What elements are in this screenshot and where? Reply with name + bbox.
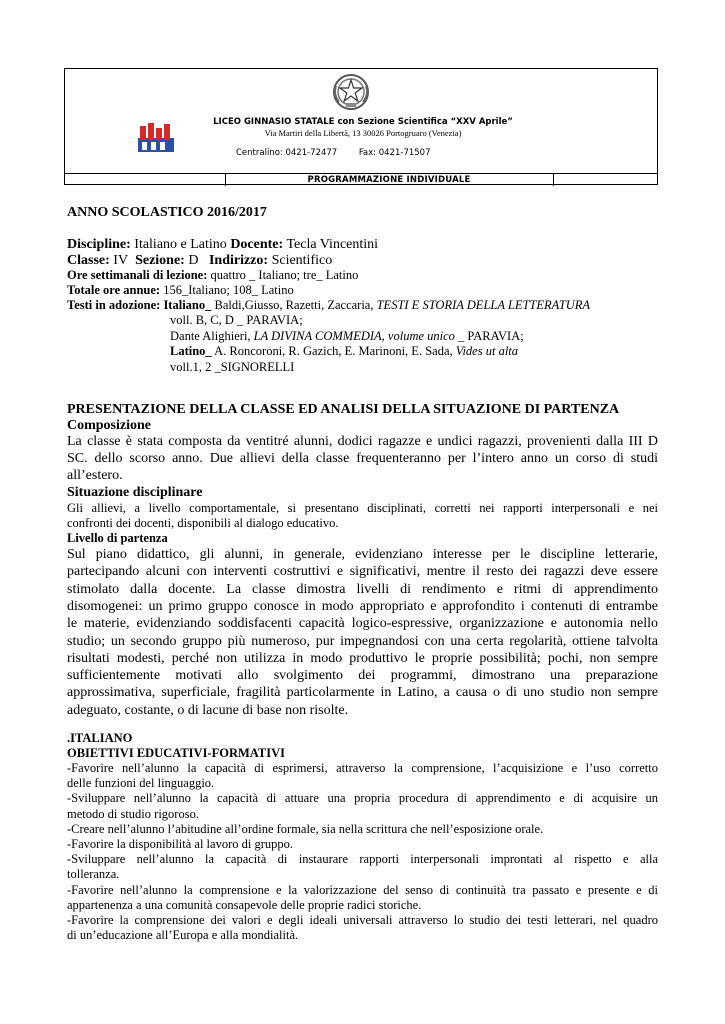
text-line: -Favorire nell’alunno la capacità di esprimersi, attraverso la comprensione, l’acquisizione e l’uso corretto [67,761,658,775]
school-contacts [236,148,536,159]
text-line: confronti dei docenti, disponibili al dialogo educativo. [67,516,339,530]
presentazione-title: PRESENTAZIONE DELLA CLASSE ED ANALISI DELLA SITUAZIONE DI PARTENZA [67,402,620,417]
document-type: PROGRAMMAZIONE INDIVIDUALE [307,175,471,185]
text-line: -Favorire nell’alunno la comprensione e la valorizzazione del senso di continuità tra passato e presente e di [67,882,658,897]
republic-emblem-icon [331,72,371,112]
text-line: all’estero. [67,468,123,483]
classe-line: Classe: IV Sezione: D Indirizzo: Scientifico [67,253,333,268]
phone: Centralino: 0421-72477 [236,148,338,158]
text-line: SC. dello scorso anno. Due allievi della classe frequenteranno per l’intero anno un corso di studi [67,451,658,466]
testi-line-1: Testi in adozione: Italiano_ Baldi,Giusso, Razetti, Zaccaria, TESTI E STORIA DELLA LETTERATURA [67,298,591,312]
school-year: ANNO SCOLASTICO 2016/2017 [67,205,267,220]
testi-line-4: Latino_ A. Roncoroni, R. Gazich, E. Marinoni, E. Sada, Vides ut alta [170,344,519,358]
composizione-title: Composizione [67,418,151,433]
text-line: delle funzioni del linguaggio. [67,776,215,791]
italiano-title: .ITALIANO [67,731,133,745]
text-line: Gli allievi, a livello comportamentale, si presentano disciplinati, corretti nei rapporti interpersonali e nei [67,501,658,515]
text-line: appartenenza a una comunità consapevole delle proprie radici storiche. [67,897,422,912]
discipline-line: Discipline: Italiano e Latino Docente: Tecla Vincentini [67,237,379,252]
testi-line-5: voll.1, 2 _SIGNORELLI [170,360,295,374]
text-line: -Favorire la comprensione dei valori e degli ideali universali attraverso lo studio dei testi letterari, nel quadro [67,913,658,927]
obiettivi-title: OBIETTIVI EDUCATIVI-FORMATIVI [67,746,285,760]
text-line: studio; un secondo gruppo più numeroso, pur impegnandosi con una certa regolarità, ottiene talvolta [67,633,658,649]
livello-title: Livello di partenza [67,531,168,545]
text-line: Sul piano didattico, gli alunni, in generale, evidenziano interesse per le discipline letterarie, [67,547,658,562]
text-line: disomogenei: un primo gruppo conosce in modo appropriato e approfondito i contenuti di entrambe [67,598,658,614]
text-line: tolleranza. [67,867,120,882]
fax: Fax: 0421-71507 [358,148,431,158]
totale-ore-line: Totale ore annue: 156_Italiano; 108_ Latino [67,283,294,297]
text-line: -Sviluppare nell’alunno la capacità di instaurare rapporti interpersonali improntati al rispetto e alla [67,852,658,867]
school-address: Via Martiri della Libertà, 13 30026 Portogruaro (Venezia) [264,128,462,138]
letterhead-footer-row [65,173,657,186]
school-logo-icon [136,120,176,154]
text-line: -Creare nell’alunno l’abitudine all’ordine formale, sia nella scrittura che nell’esposizione orale. [67,821,544,836]
text-line: risultati modesti, perché non utilizza in modo produttivo le proprie possibilità; pochi, non sempre [67,650,658,666]
text-line: -Sviluppare nell’alunno la capacità di attuare una propria procedura di apprendimento e di acquisire un [67,791,658,806]
text-line: di un’educazione all’Europa e alla mondialità. [67,928,299,943]
ore-settimanali-line: Ore settimanali di lezione: quattro _ Italiano; tre_ Latino [67,268,359,282]
text-line: stimolato dalla docente. La classe dimostra livelli di rendimento e ritmi di apprendimento [67,581,658,597]
text-line: le materie, evidenziando soddisfacenti capacità logico-espressive, organizzazione e autonomia nello [67,616,658,632]
text-line: metodo di studio rigoroso. [67,806,199,821]
school-name: LICEO GINNASIO STATALE con Sezione Scientifica “XXV Aprile” [213,117,513,127]
text-line: adeguato, costante, o di lacune di base non risolte. [67,702,349,718]
text-line: -Favorire la disponibilità al lavoro di gruppo. [67,837,293,851]
text-line: sufficientemente motivati allo svolgimento dei programmi, dimostrano una preparazione [67,668,658,684]
testi-line-3: Dante Alighieri, LA DIVINA COMMEDIA, volume unico _ PARAVIA; [170,329,524,343]
text-line: La classe è stata composta da ventitré alunni, dodici ragazze e undici ragazzi, provenienti dalla III D [67,434,658,449]
text-line: approssimativa, superficiale, fragilità particolarmente in Latino, a causa o di uno studio non sempre [67,685,658,701]
text-line: partecipando alcuni con interventi costruttivi e significativi, mentre il resto dei ragazzi deve essere [67,564,658,580]
situazione-title: Situazione disciplinare [67,485,203,500]
testi-line-2: voll. B, C, D _ PARAVIA; [170,313,303,327]
